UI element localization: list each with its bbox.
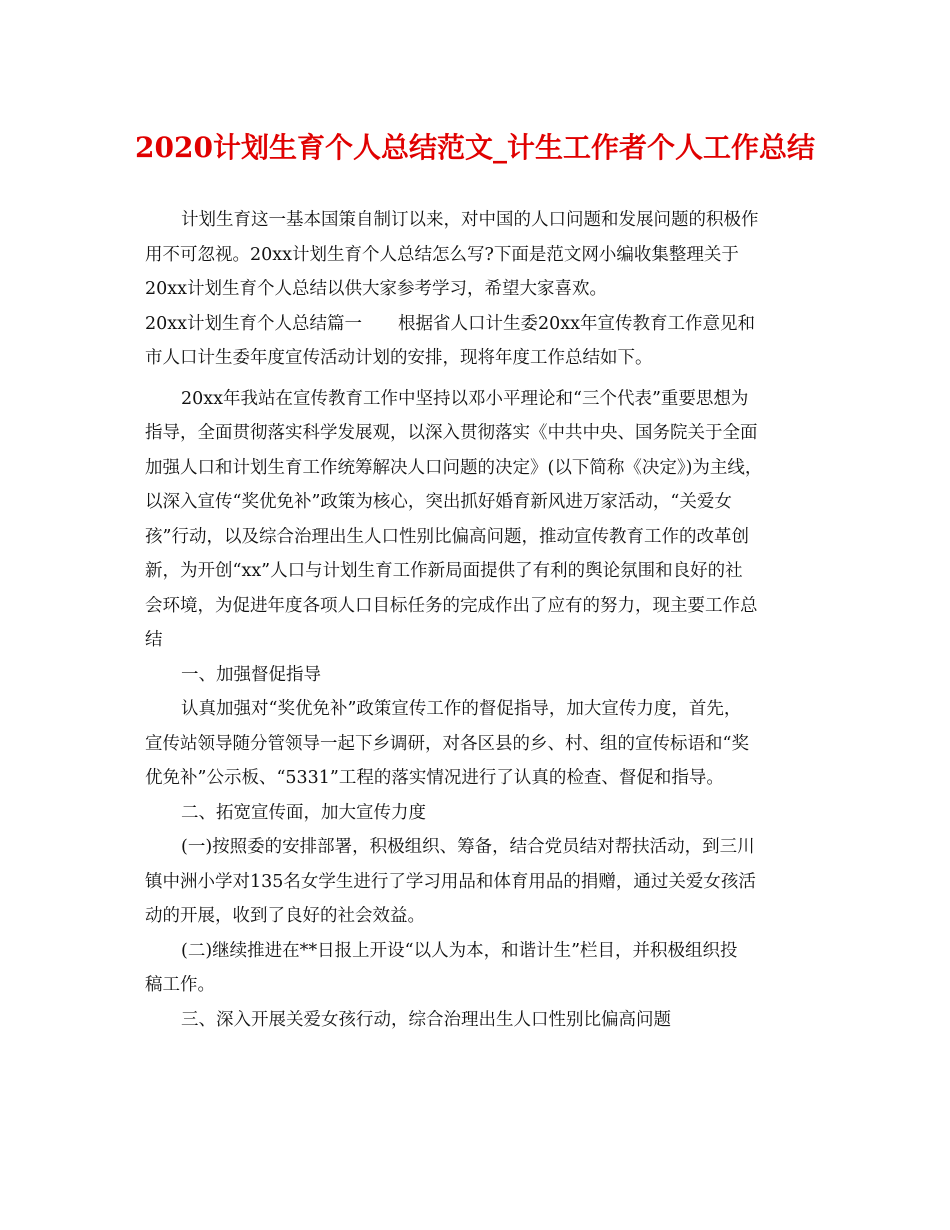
paragraph-line: 计划生育这一基本国策自制订以来，对中国的人口问题和发展问题的积极作 (181, 210, 759, 230)
section-heading-line (145, 307, 805, 342)
paragraph-line: 加强人口和计划生育工作统筹解决人口问题的决定》(以下简称《决定》)为主线， (145, 457, 763, 478)
paragraph-line: 孩”行动，以及综合治理出生人口性别比偏高问题，推动宣传教育工作的改革创 (145, 526, 749, 547)
paragraph-line: 20xx年我站在宣传教育工作中坚持以邓小平理论和“三个代表”重要思想为 (181, 388, 749, 409)
paragraph-line: 宣传站领导随分管领导一起下乡调研，对各区县的乡、村、组的宣传标语和“奖 (145, 733, 749, 754)
paragraph-line: 以深入宣传“奖优免补”政策为核心，突出抓好婚育新风进万家活动，“关爱女 (145, 492, 732, 512)
paragraph-line: 稿工作。 (145, 975, 215, 995)
paragraph-line: 用不可忽视。20xx计划生育个人总结怎么写?下面是范文网小编收集整理关于 (145, 244, 739, 265)
paragraph-line: 动的开展，收到了良好的社会效益。 (145, 906, 425, 926)
section-heading: 三、深入开展关爱女孩行动，综合治理出生人口性别比偏高问题 (181, 1009, 671, 1030)
section-heading: 20xx计划生育个人总结篇一 (145, 313, 363, 334)
paragraph-line: 结 (145, 630, 163, 650)
paragraph-line: 指导，全面贯彻落实科学发展观，以深入贯彻落实《中共中央、国务院关于全面 (145, 423, 758, 443)
paragraph-line: 认真加强对“奖优免补”政策宣传工作的督促指导，加大宣传力度，首先， (181, 699, 742, 719)
section-heading: 一、加强督促指导 (181, 664, 321, 685)
paragraph-line: 优免补”公示板、“5331”工程的落实情况进行了认真的检查、督促和指导。 (145, 768, 724, 788)
document-body (145, 203, 805, 1037)
paragraph-line: 20xx计划生育个人总结以供大家参考学习，希望大家喜欢。 (145, 279, 608, 299)
paragraph-line: (二)继续推进在**日报上开设“以人为本，和谐计生”栏目，并积极组织投 (181, 940, 738, 961)
paragraph-line: 新，为开创“xx”人口与计划生育工作新局面提供了有利的舆论氛围和良好的社 (145, 561, 743, 581)
paragraph-line: (一)按照委的安排部署，积极组织、筹备，结合党员结对帮扶活动，到三川 (181, 837, 755, 857)
paragraph-line: 市人口计生委年度宣传活动计划的安排，现将年度工作总结如下。 (145, 348, 653, 368)
paragraph-line: 会环境，为促进年度各项人口目标任务的完成作出了应有的努力，现主要工作总 (145, 595, 758, 616)
paragraph-line: 镇中洲小学对135名女学生进行了学习用品和体育用品的捐赠，通过关爱女孩活 (145, 871, 756, 892)
paragraph-line: 根据省人口计生委20xx年宣传教育工作意见和 (398, 313, 756, 334)
document-title: 2020计划生育个人总结范文_计生工作者个人工作总结 (135, 131, 815, 164)
section-heading: 二、拓宽宣传面，加大宣传力度 (181, 802, 426, 823)
